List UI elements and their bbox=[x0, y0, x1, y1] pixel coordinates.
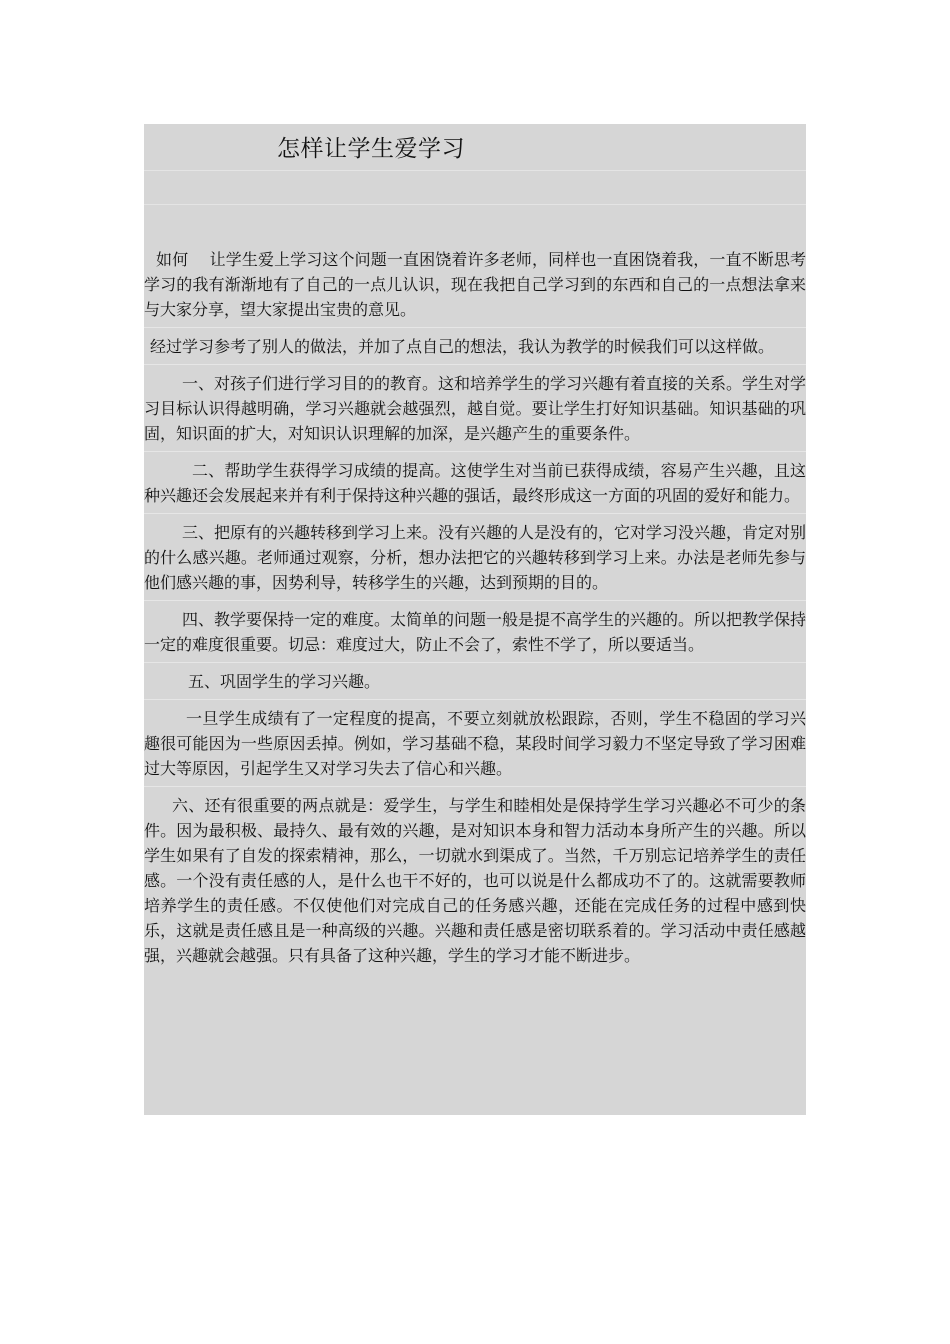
paragraph-point-6: 六、还有很重要的两点就是：爱学生，与学生和睦相处是保持学生学习兴趣必不可少的条件。因为最积极、最持久、最有效的兴趣，是对知识本身和智力活动本身所产生的兴趣。所以学生如果有了自发的探索精神，那么，一切就水到渠成了。当然，千万别忘记培养学生的责任感。一个没有责任感的人，是什么也干不好的，也可以说是什么都成功不了的。这就需要教师培养学生的责任感。不仅使他们对完成自己的任务感兴趣，还能在完成任务的过程中感到快乐，这就是责任感且是一种高级的兴趣。兴趣和责任感是密切联系着的。学习活动中责任感越强，兴趣就会越强。只有具备了这种兴趣，学生的学习才能不断进步。 bbox=[144, 793, 806, 968]
paragraph-point-3: 三、把原有的兴趣转移到学习上来。没有兴趣的人是没有的，它对学习没兴趣，肯定对别的什么感兴趣。老师通过观察，分析，想办法把它的兴趣转移到学习上来。办法是老师先参与他们感兴趣的事，因势利导，转移学生的兴趣，达到预期的目的。 bbox=[144, 520, 806, 595]
title-area bbox=[144, 124, 806, 232]
paragraph-approach: 经过学习参考了别人的做法，并加了点自己的想法，我认为教学的时候我们可以这样做。 bbox=[144, 334, 806, 359]
paragraph-point-4: 四、教学要保持一定的难度。太简单的问题一般是提不高学生的兴趣的。所以把教学保持一定的难度很重要。切忌：难度过大，防止不会了，索性不学了，所以要适当。 bbox=[144, 607, 806, 657]
document-title: 怎样让学生爱学习 bbox=[277, 136, 465, 162]
document-body bbox=[144, 247, 806, 968]
paragraph-point-5-heading: 五、巩固学生的学习兴趣。 bbox=[144, 669, 806, 694]
paragraph-point-1: 一、对孩子们进行学习目的的教育。这和培养学生的学习兴趣有着直接的关系。学生对学习目标认识得越明确，学习兴趣就会越强烈，越自觉。要让学生打好知识基础。知识基础的巩固，知识面的扩大，对知识认识理解的加深，是兴趣产生的重要条件。 bbox=[144, 371, 806, 446]
document-content bbox=[144, 124, 806, 1115]
paragraph-point-2: 二、帮助学生获得学习成绩的提高。这使学生对当前已获得成绩，容易产生兴趣，且这种兴趣还会发展起来并有利于保持这种兴趣的强话，最终形成这一方面的巩固的爱好和能力。 bbox=[144, 458, 806, 508]
band-divider bbox=[144, 204, 806, 205]
paragraph-intro: 如何 让学生爱上学习这个问题一直困饶着许多老师，同样也一直困饶着我，一直不断思考学习的我有渐渐地有了自己的一点儿认识，现在我把自己学习到的东西和自己的一点想法拿来与大家分享，望大家提出宝贵的意见。 bbox=[144, 250, 806, 319]
paragraph-point-5-body: 一旦学生成绩有了一定程度的提高，不要立刻就放松跟踪，否则，学生不稳固的学习兴趣很可能因为一些原因丢掉。例如，学习基础不稳，某段时间学习毅力不坚定导致了学习困难过大等原因，引起学生又对学习失去了信心和兴趣。 bbox=[144, 706, 806, 781]
band-divider bbox=[144, 170, 806, 171]
